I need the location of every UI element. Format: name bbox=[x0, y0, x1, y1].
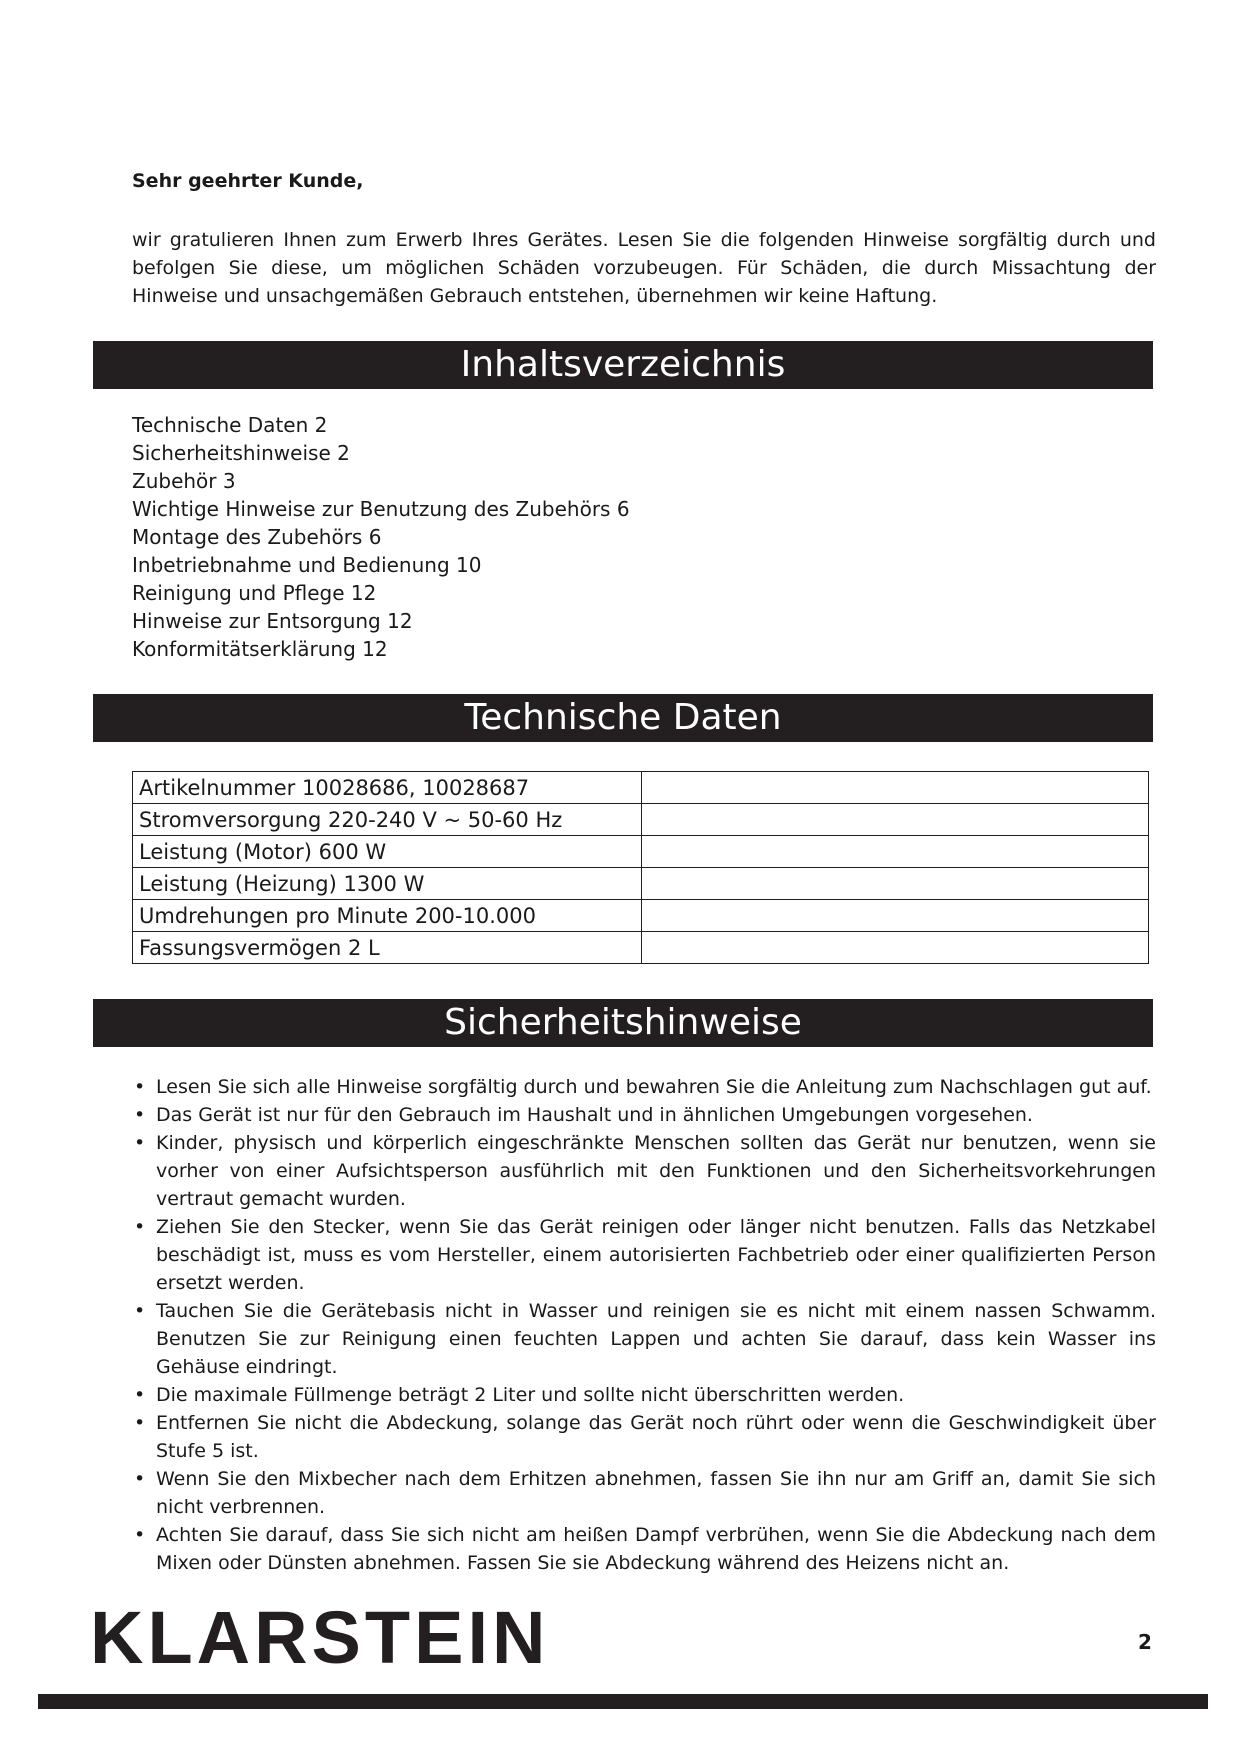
greeting: Sehr geehrter Kunde, bbox=[132, 170, 364, 192]
toc-item: Wichtige Hinweise zur Benutzung des Zubehörs 6 bbox=[132, 497, 630, 521]
page-number: 2 bbox=[1138, 1630, 1152, 1654]
toc-item: Sicherheitshinweise 2 bbox=[132, 441, 350, 465]
toc-heading-bar: Inhaltsverzeichnis bbox=[93, 341, 1153, 389]
list-item: • Das Gerät ist nur für den Gebrauch im Haushalt und in ähnlichen Umgebungen vorgesehen. bbox=[132, 1101, 1156, 1129]
list-item: • Achten Sie darauf, dass Sie sich nicht am heißen Dampf verbrühen, wenn Sie die Abdeckung nach dem Mixen oder Dünsten abnehmen. Fassen Sie sie Abdeckung während des Heizens nicht an. bbox=[132, 1521, 1156, 1577]
table-row bbox=[133, 932, 1149, 964]
table-row bbox=[133, 836, 1149, 868]
list-item: • Lesen Sie sich alle Hinweise sorgfältig durch und bewahren Sie die Anleitung zum Nachschlagen gut auf. bbox=[132, 1073, 1156, 1101]
list-item: • Kinder, physisch und körperlich eingeschränkte Menschen sollten das Gerät nur benutzen, wenn sie vorher von einer Aufsichtsperson ausführlich mit den Funktionen und den Sicherheitsvorkehrungen vertraut gemacht wurden. bbox=[132, 1129, 1156, 1213]
table-row bbox=[133, 772, 1149, 804]
spec-label: Artikelnummer 10028686, 10028687 bbox=[133, 772, 642, 804]
spec-value bbox=[642, 868, 1149, 900]
intro-paragraph: wir gratulieren Ihnen zum Erwerb Ihres Gerätes. Lesen Sie die folgenden Hinweise sorgfältig durch und befolgen Sie diese, um möglichen Schäden vorzubeugen. Für Schäden, die durch Missachtung der Hinweise und unsachgemäßen Gebrauch entstehen, übernehmen wir keine Haftung. bbox=[132, 229, 1156, 307]
spec-value bbox=[642, 900, 1149, 932]
toc-item: Technische Daten 2 bbox=[132, 413, 328, 437]
spec-label: Fassungsvermögen 2 L bbox=[133, 932, 642, 964]
spec-label: Stromversorgung 220-240 V ~ 50-60 Hz bbox=[133, 804, 642, 836]
list-item: • Tauchen Sie die Gerätebasis nicht in Wasser und reinigen sie es nicht mit einem nassen Schwamm. Benutzen Sie zur Reinigung einen feuchten Lappen und achten Sie darauf, dass kein Wasser ins Gehäuse eindringt. bbox=[132, 1297, 1156, 1381]
list-item: • Die maximale Füllmenge beträgt 2 Liter und sollte nicht überschritten werden. bbox=[132, 1381, 1156, 1409]
safety-list bbox=[132, 1073, 1156, 1577]
spec-value bbox=[642, 932, 1149, 964]
toc-item: Zubehör 3 bbox=[132, 469, 236, 493]
list-item: • Wenn Sie den Mixbecher nach dem Erhitzen abnehmen, fassen Sie ihn nur am Griff an, damit Sie sich nicht verbrennen. bbox=[132, 1465, 1156, 1521]
toc-list bbox=[132, 411, 630, 663]
table-row bbox=[133, 804, 1149, 836]
list-item: • Entfernen Sie nicht die Abdeckung, solange das Gerät noch rührt oder wenn die Geschwindigkeit über Stufe 5 ist. bbox=[132, 1409, 1156, 1465]
toc-item: Montage des Zubehörs 6 bbox=[132, 525, 382, 549]
spec-value bbox=[642, 804, 1149, 836]
toc-item: Hinweise zur Entsorgung 12 bbox=[132, 609, 413, 633]
footer-rule bbox=[38, 1694, 1208, 1709]
spec-value bbox=[642, 836, 1149, 868]
brand-logo: KLARSTEIN bbox=[90, 1596, 550, 1679]
toc-item: Reinigung und Pflege 12 bbox=[132, 581, 377, 605]
table-row bbox=[133, 900, 1149, 932]
spec-label: Umdrehungen pro Minute 200-10.000 bbox=[133, 900, 642, 932]
list-item: • Ziehen Sie den Stecker, wenn Sie das Gerät reinigen oder länger nicht benutzen. Falls das Netzkabel beschädigt ist, muss es vom Hersteller, einem autorisierten Fachbetrieb oder einer qualifizierten Person ersetzt werden. bbox=[132, 1213, 1156, 1297]
table-row bbox=[133, 868, 1149, 900]
spec-value bbox=[642, 772, 1149, 804]
spec-label: Leistung (Motor) 600 W bbox=[133, 836, 642, 868]
safety-heading-bar: Sicherheitshinweise bbox=[93, 999, 1153, 1047]
specs-heading-bar: Technische Daten bbox=[93, 694, 1153, 742]
toc-item: Inbetriebnahme und Bedienung 10 bbox=[132, 553, 482, 577]
spec-label: Leistung (Heizung) 1300 W bbox=[133, 868, 642, 900]
specs-table bbox=[132, 771, 1149, 964]
toc-item: Konformitätserklärung 12 bbox=[132, 637, 388, 661]
